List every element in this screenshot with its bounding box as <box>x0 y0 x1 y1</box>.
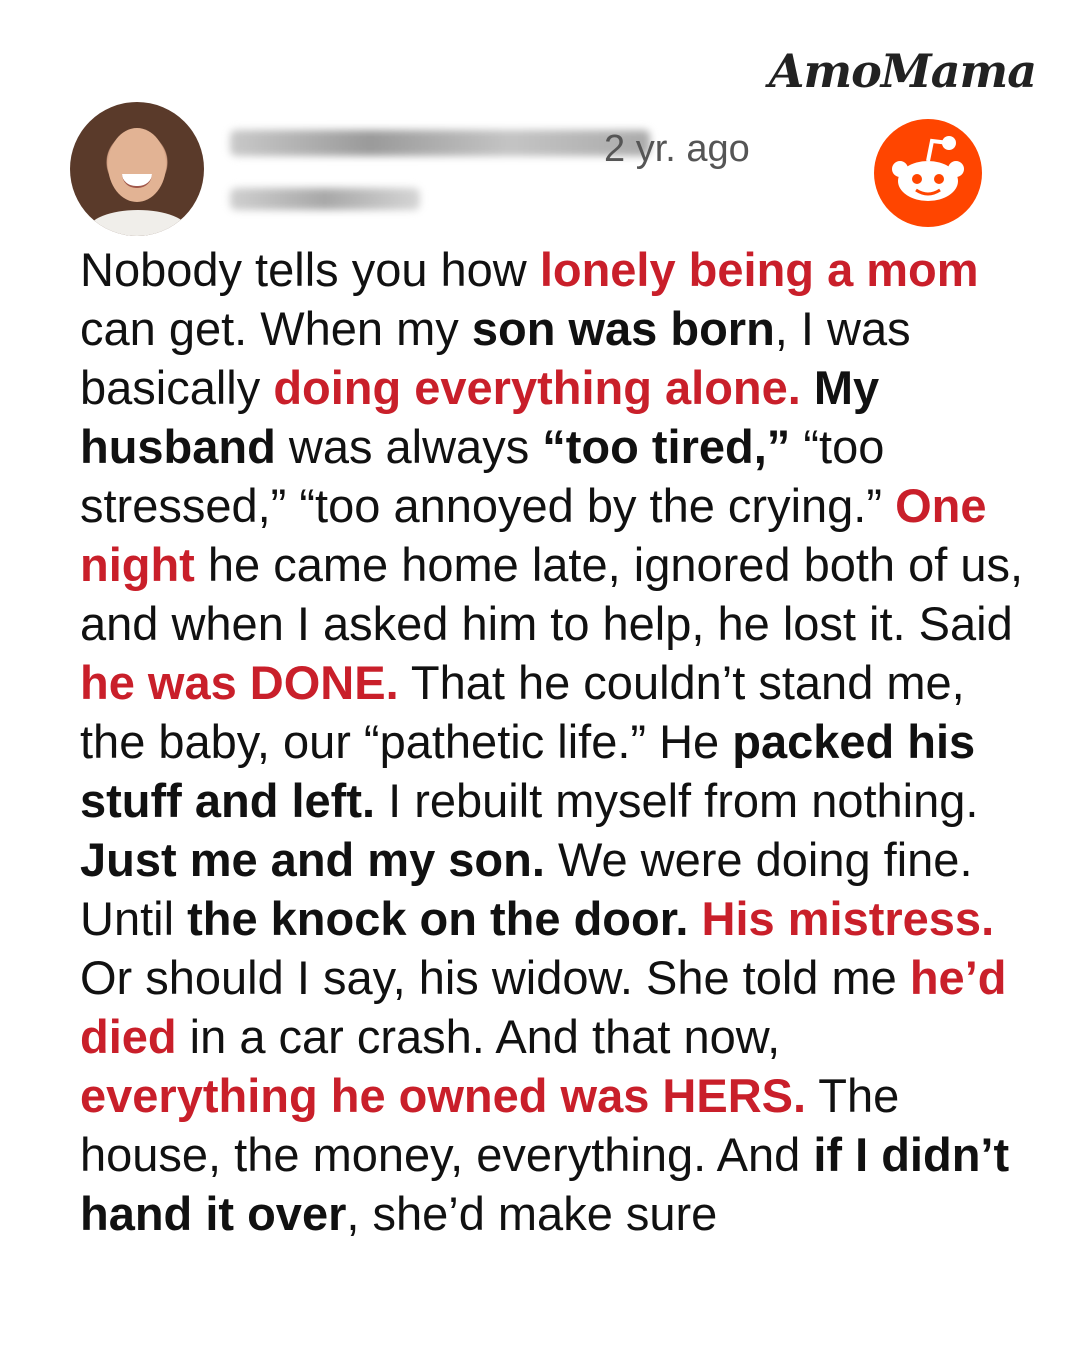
highlight-red-text: lonely being a mom <box>539 243 979 296</box>
highlight-bold-text: Just me and my son. <box>80 833 545 886</box>
story-text: We were doing fine. Until <box>80 833 973 945</box>
story-text: Or should I say, his widow. She told me <box>80 951 910 1004</box>
story-text: , I was basically <box>80 302 911 414</box>
highlight-red-text: he was DONE. <box>80 656 399 709</box>
post-body-text <box>80 240 1030 1243</box>
story-text: was always <box>275 420 543 473</box>
post-header <box>70 102 1010 232</box>
story-text: Nobody tells you how <box>80 243 540 296</box>
avatar-shirt <box>88 210 188 236</box>
highlight-bold-text: “too tired,” <box>542 420 791 473</box>
highlight-red-text: His mistress. <box>701 892 995 945</box>
highlight-bold-text: packed his stuff and left. <box>80 715 976 827</box>
highlight-bold-text: son was born <box>471 302 775 355</box>
story-text: “too stressed,” “too annoyed by the crying.” <box>80 420 896 532</box>
story-text: The house, the money, everything. And <box>80 1069 900 1181</box>
story-text <box>688 892 701 945</box>
blurred-username <box>230 130 650 156</box>
amomama-logo: AmoMama <box>768 44 1036 98</box>
story-text: I rebuilt myself from nothing. <box>375 774 979 827</box>
avatar[interactable] <box>70 102 204 236</box>
avatar-face <box>108 128 166 202</box>
blurred-subline <box>230 188 420 210</box>
highlight-red-text: he’d died <box>80 951 1007 1063</box>
story-text: That he couldn’t stand me, the baby, our “pathetic life.” He <box>80 656 965 768</box>
highlight-bold-text: My husband <box>80 361 880 473</box>
story-text: , she’d make sure <box>346 1187 718 1240</box>
story-text: in a car crash. And that now, <box>176 1010 781 1063</box>
highlight-bold-text: the knock on the door. <box>187 892 689 945</box>
story-text: can get. When my <box>80 302 472 355</box>
reddit-icon[interactable] <box>874 119 982 227</box>
story-text <box>801 361 814 414</box>
post-timestamp: 2 yr. ago <box>604 128 750 170</box>
highlight-red-text: everything he owned was HERS. <box>80 1069 807 1122</box>
highlight-red-text: doing everything alone. <box>273 361 801 414</box>
highlight-red-text: One night <box>80 479 987 591</box>
highlight-bold-text: if I didn’t hand it over <box>80 1128 1010 1240</box>
story-text: he came home late, ignored both of us, and when I asked him to help, he lost it. Said <box>80 538 1024 650</box>
